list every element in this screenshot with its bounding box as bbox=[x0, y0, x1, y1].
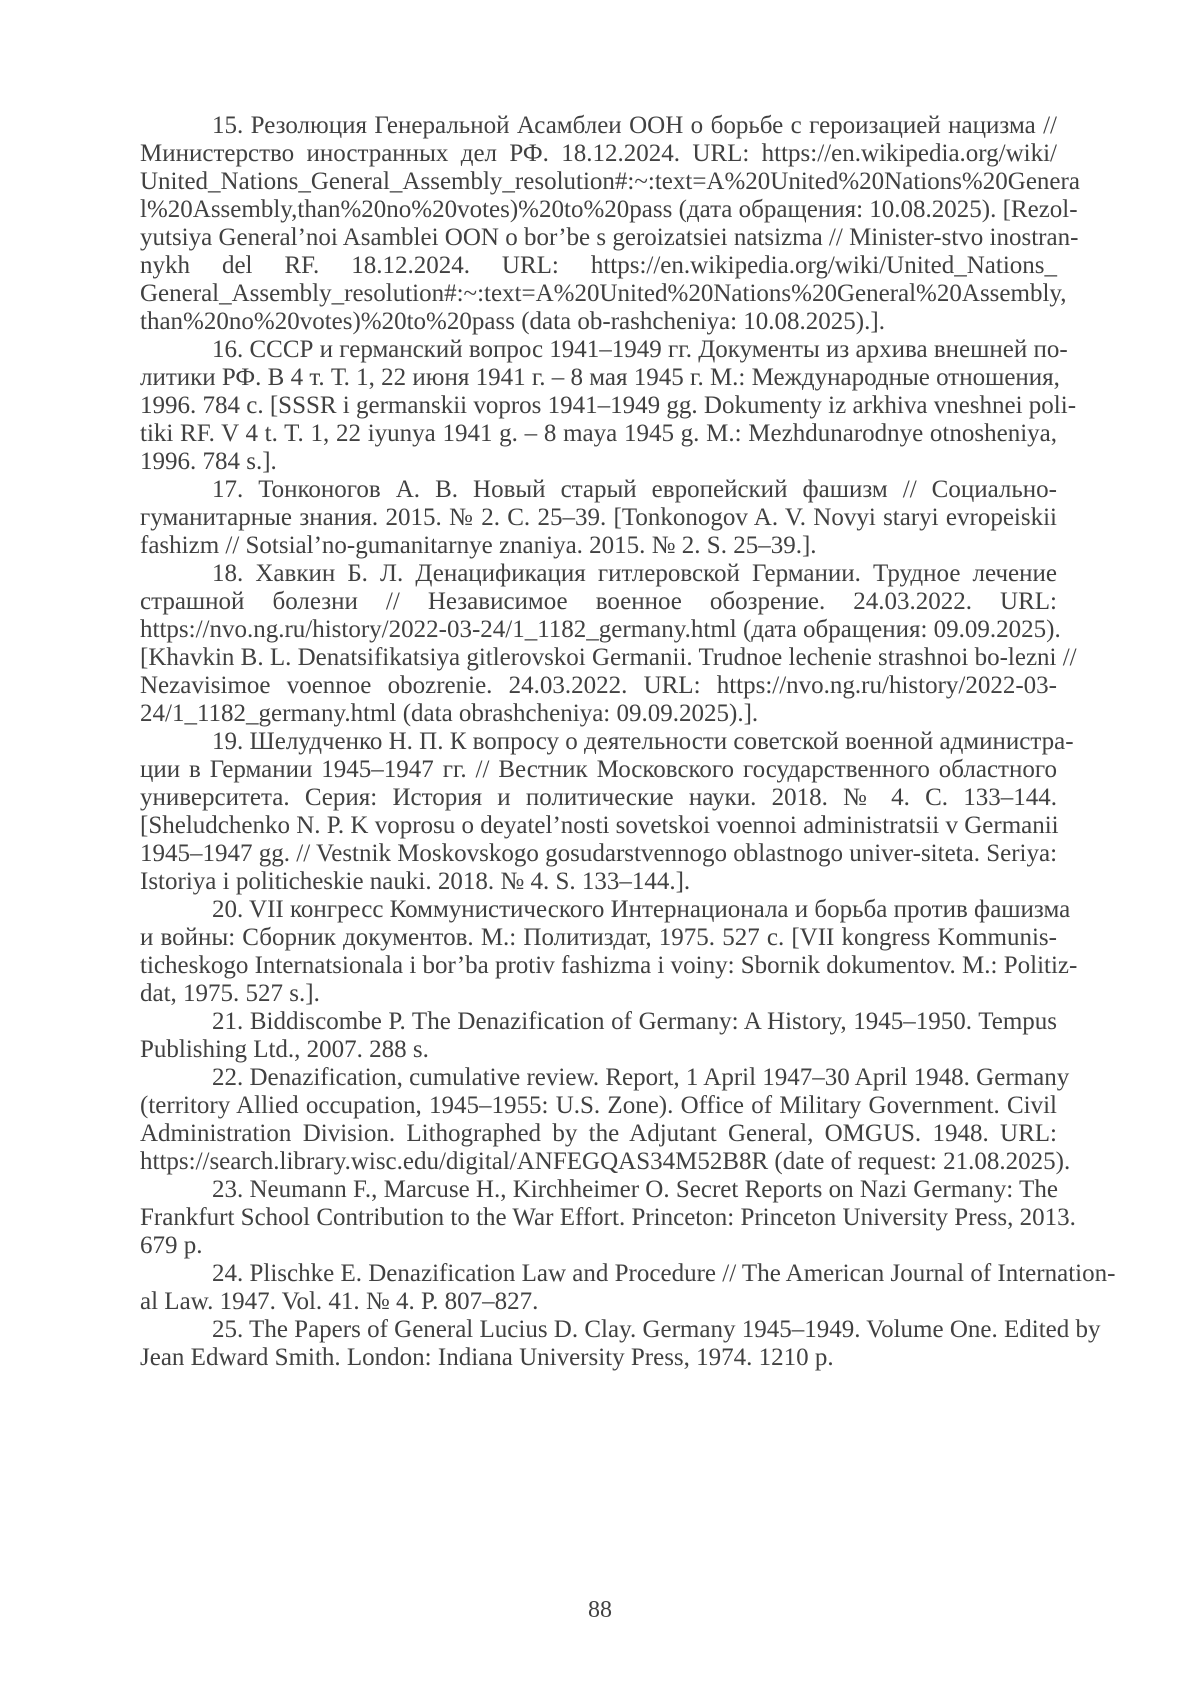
reference-line: 1996. 784 с. [SSSR i germanskii vopros 1941–1949 gg. Dokumenty iz arkhiva vneshnei poli- bbox=[140, 392, 1077, 419]
reference-list bbox=[140, 112, 1116, 1372]
reference-line: l%20Assembly,than%20no%20votes)%20to%20pass (дата обращения: 10.08.2025). [Rezol- bbox=[140, 196, 1078, 223]
reference-item bbox=[140, 896, 1078, 1008]
reference-line: 15. Резолюция Генеральной Асамблеи ООН о борьбе с героизацией нацизма // bbox=[212, 112, 1057, 139]
reference-line: dat, 1975. 527 s.]. bbox=[140, 980, 320, 1007]
reference-line: 24. Plischke E. Denazification Law and Procedure // The American Journal of Internation- bbox=[212, 1260, 1116, 1287]
reference-item bbox=[140, 728, 1074, 896]
reference-line: 1996. 784 s.]. bbox=[140, 448, 277, 475]
reference-line: университета. Серия: История и политические науки. 2018. № 4. С. 133–144. bbox=[140, 784, 1057, 811]
reference-line: [Sheludchenko N. P. K voprosu o deyatel’nosti sovetskoi voennoi administratsii v Germanii bbox=[140, 812, 1059, 839]
reference-line: 18. Хавкин Б. Л. Денацификация гитлеровской Германии. Трудное лечение bbox=[212, 560, 1057, 587]
reference-item bbox=[140, 336, 1077, 476]
reference-line: ticheskogo Internatsionala i bor’ba protiv fashizma i voiny: Sbornik dokumentov. M.: Politiz- bbox=[140, 952, 1078, 979]
reference-line: 1945–1947 gg. // Vestnik Moskovskogo gosudarstvennogo oblastnogo univer-siteta. Seriya: bbox=[140, 840, 1058, 867]
reference-line: General_Assembly_resolution#:~:text=A%20United%20Nations%20General%20Assembly, bbox=[140, 280, 1067, 307]
reference-item bbox=[140, 560, 1077, 728]
reference-line: https://search.library.wisc.edu/digital/ANFEGQAS34M52B8R (date of request: 21.08.2025). bbox=[140, 1148, 1071, 1175]
reference-item bbox=[140, 1176, 1076, 1260]
reference-line: al Law. 1947. Vol. 41. № 4. P. 807–827. bbox=[140, 1288, 539, 1315]
reference-item bbox=[140, 1008, 1057, 1064]
reference-line: fashizm // Sotsial’no-gumanitarnye znaniya. 2015. № 2. S. 25–39.]. bbox=[140, 532, 817, 559]
reference-line: Jean Edward Smith. London: Indiana University Press, 1974. 1210 p. bbox=[140, 1344, 834, 1371]
reference-line: https://nvo.ng.ru/history/2022-03-24/1_1182_germany.html (дата обращения: 09.09.2025). bbox=[140, 616, 1061, 643]
reference-line: 21. Biddiscombe P. The Denazification of Germany: A History, 1945–1950. Tempus bbox=[212, 1008, 1057, 1035]
reference-item bbox=[140, 476, 1057, 560]
reference-line: Publishing Ltd., 2007. 288 s. bbox=[140, 1036, 429, 1063]
reference-line: 17. Тонконогов А. В. Новый старый европейский фашизм // Социально- bbox=[212, 476, 1057, 503]
reference-line: ции в Германии 1945–1947 гг. // Вестник Московского государственного областного bbox=[140, 756, 1057, 783]
reference-line: Nezavisimoe voennoe obozrenie. 24.03.2022. URL: https://nvo.ng.ru/history/2022-03- bbox=[140, 672, 1057, 699]
reference-line: 20. VII конгресс Коммунистического Интернационала и борьба против фашизма bbox=[212, 896, 1071, 923]
reference-line: than%20no%20votes)%20to%20pass (data ob-rashcheniya: 10.08.2025).]. bbox=[140, 308, 885, 335]
reference-line: Administration Division. Lithographed by the Adjutant General, OMGUS. 1948. URL: bbox=[140, 1120, 1057, 1147]
reference-line: литики РФ. В 4 т. Т. 1, 22 июня 1941 г. – 8 мая 1945 г. М.: Международные отношения, bbox=[140, 364, 1060, 391]
reference-item bbox=[140, 1260, 1116, 1316]
reference-line: [Khavkin B. L. Denatsifikatsiya gitlerovskoi Germanii. Trudnoe lechenie strashnoi bo-lezni // bbox=[140, 644, 1077, 671]
reference-line: Frankfurt School Contribution to the War Effort. Princeton: Princeton University Press, 2013. bbox=[140, 1204, 1076, 1231]
reference-line: 16. СССР и германский вопрос 1941–1949 гг. Документы из архива внешней по- bbox=[212, 336, 1068, 363]
reference-item bbox=[140, 1316, 1101, 1372]
reference-line: 679 p. bbox=[140, 1232, 203, 1259]
reference-line: yutsiya General’noi Asamblei OON o bor’be s geroizatsiei natsizma // Minister-stvo inostran- bbox=[140, 224, 1079, 251]
reference-line: и войны: Сборник документов. М.: Политиздат, 1975. 527 с. [VII kongress Kommunis- bbox=[140, 924, 1057, 951]
reference-line: 22. Denazification, cumulative review. Report, 1 April 1947–30 April 1948. Germany bbox=[212, 1064, 1070, 1091]
reference-line: 24/1_1182_germany.html (data obrashcheniya: 09.09.2025).]. bbox=[140, 700, 759, 727]
reference-line: гуманитарные знания. 2015. № 2. С. 25–39. [Tonkonogov A. V. Novyi staryi evropeiskii bbox=[140, 504, 1057, 531]
reference-line: 25. The Papers of General Lucius D. Clay. Germany 1945–1949. Volume One. Edited by bbox=[212, 1316, 1101, 1343]
reference-line: страшной болезни // Независимое военное обозрение. 24.03.2022. URL: bbox=[140, 588, 1057, 615]
reference-item bbox=[140, 112, 1080, 336]
reference-line: Министерство иностранных дел РФ. 18.12.2024. URL: https://en.wikipedia.org/wiki/ bbox=[140, 140, 1057, 167]
page-number: 88 bbox=[588, 1597, 612, 1623]
reference-line: nykh del RF. 18.12.2024. URL: https://en.wikipedia.org/wiki/United_Nations_ bbox=[140, 252, 1057, 279]
reference-line: 19. Шелудченко Н. П. К вопросу о деятельности советской военной администра- bbox=[212, 728, 1074, 755]
reference-line: Istoriya i politicheskie nauki. 2018. № 4. S. 133–144.]. bbox=[140, 868, 691, 895]
reference-item bbox=[140, 1064, 1071, 1176]
reference-line: tiki RF. V 4 t. T. 1, 22 iyunya 1941 g. – 8 maya 1945 g. M.: Mezhdunarodnye otnosheniya, bbox=[140, 420, 1057, 447]
reference-line: United_Nations_General_Assembly_resolution#:~:text=A%20United%20Nations%20Genera bbox=[140, 168, 1080, 195]
reference-line: 23. Neumann F., Marcuse H., Kirchheimer O. Secret Reports on Nazi Germany: The bbox=[212, 1176, 1058, 1203]
reference-line: (territory Allied occupation, 1945–1955: U.S. Zone). Office of Military Government. Civil bbox=[140, 1092, 1057, 1119]
